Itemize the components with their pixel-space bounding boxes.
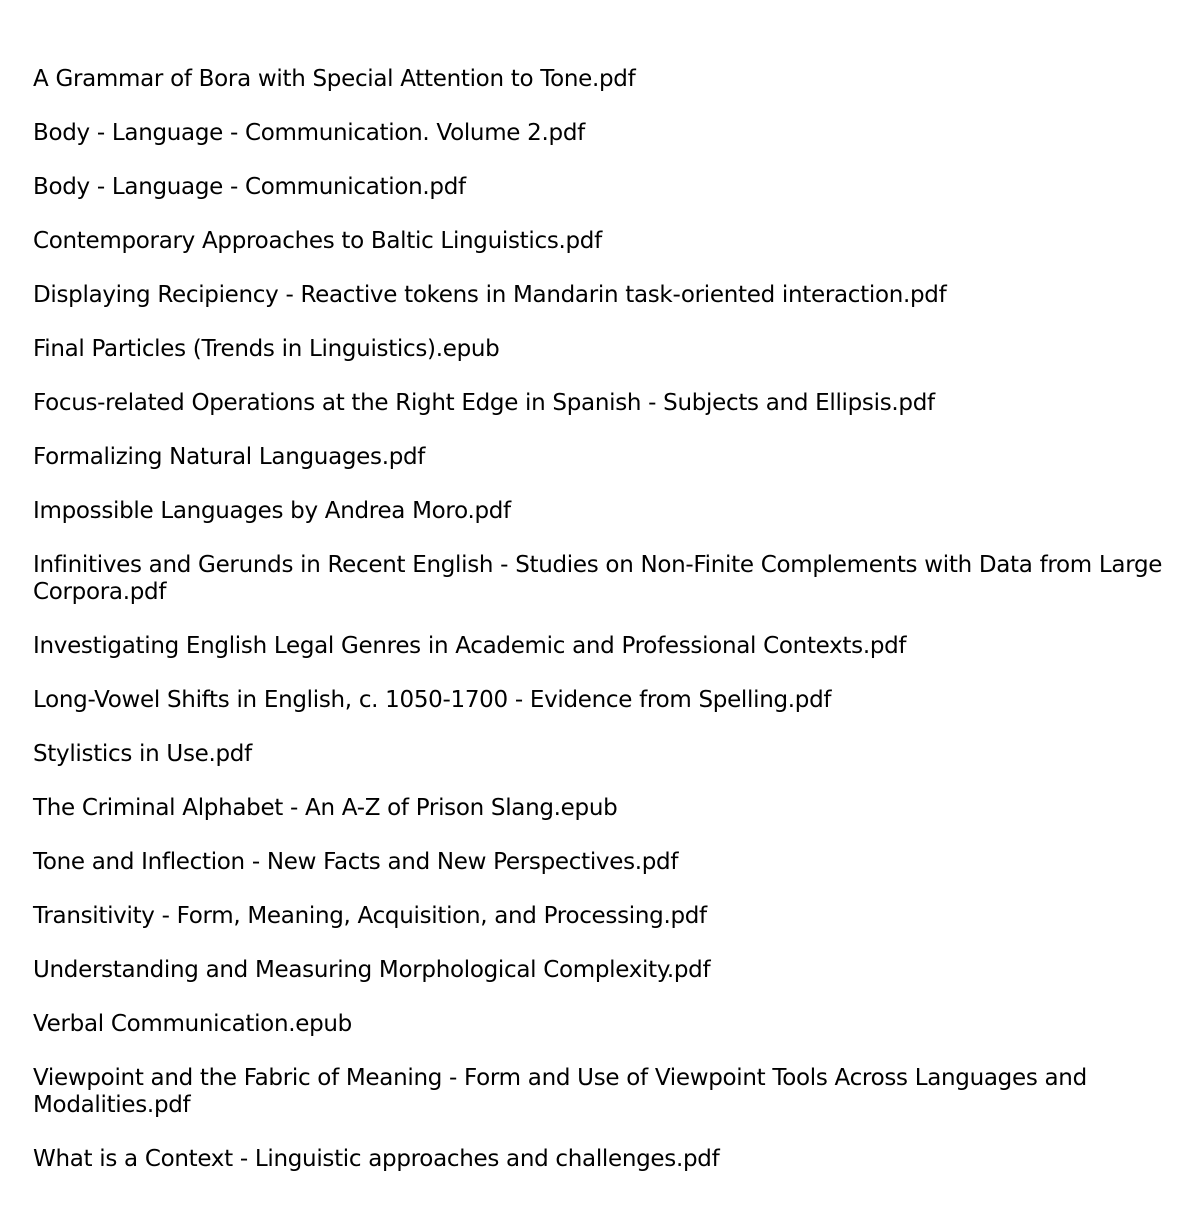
file-name: Formalizing Natural Languages.pdf bbox=[33, 444, 426, 470]
file-name: Understanding and Measuring Morphological Complexity.pdf bbox=[33, 957, 711, 983]
file-name: Body - Language - Communication. Volume 2.pdf bbox=[33, 120, 585, 146]
file-name: The Criminal Alphabet - An A-Z of Prison Slang.epub bbox=[33, 795, 618, 821]
file-name: Long-Vowel Shifts in English, c. 1050-1700 - Evidence from Spelling.pdf bbox=[33, 687, 832, 713]
file-name: Final Particles (Trends in Linguistics).epub bbox=[33, 336, 500, 362]
file-name: Focus-related Operations at the Right Edge in Spanish - Subjects and Ellipsis.pdf bbox=[33, 390, 935, 416]
file-list bbox=[33, 66, 1183, 1200]
file-name: Displaying Recipiency - Reactive tokens in Mandarin task-oriented interaction.pdf bbox=[33, 282, 947, 308]
file-name: Infinitives and Gerunds in Recent English - Studies on Non-Finite Complements with Data from Large Corpora.pdf bbox=[33, 552, 1163, 605]
file-name: A Grammar of Bora with Special Attention to Tone.pdf bbox=[33, 66, 636, 92]
file-name: Verbal Communication.epub bbox=[33, 1011, 352, 1037]
file-name: Body - Language - Communication.pdf bbox=[33, 174, 466, 200]
file-name: Investigating English Legal Genres in Academic and Professional Contexts.pdf bbox=[33, 633, 907, 659]
file-name: Viewpoint and the Fabric of Meaning - Form and Use of Viewpoint Tools Across Languages and Modalities.pdf bbox=[33, 1065, 1087, 1118]
file-name: Impossible Languages by Andrea Moro.pdf bbox=[33, 498, 511, 524]
file-name: Stylistics in Use.pdf bbox=[33, 741, 252, 767]
file-name: Contemporary Approaches to Baltic Linguistics.pdf bbox=[33, 228, 602, 254]
file-name: Transitivity - Form, Meaning, Acquisition, and Processing.pdf bbox=[33, 903, 707, 929]
file-name: Tone and Inflection - New Facts and New Perspectives.pdf bbox=[33, 849, 679, 875]
file-name: What is a Context - Linguistic approaches and challenges.pdf bbox=[33, 1146, 720, 1172]
